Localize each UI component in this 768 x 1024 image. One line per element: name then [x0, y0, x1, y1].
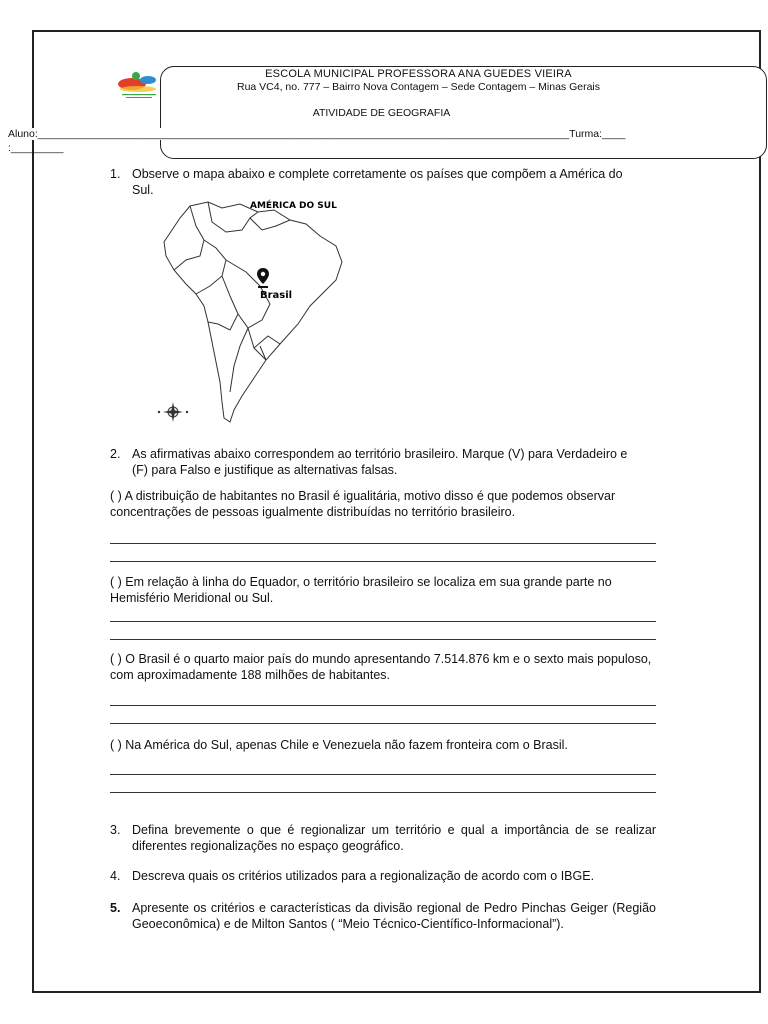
answer-line[interactable] — [110, 621, 656, 622]
school-address: Rua VC4, no. 777 – Bairro Nova Contagem – Sede Contagem – Minas Gerais — [236, 81, 601, 93]
south-america-map — [150, 196, 350, 432]
date-field[interactable]: :_________ — [8, 142, 64, 154]
compass-rose-icon — [158, 402, 188, 422]
question-number: 5. — [110, 901, 121, 915]
answer-line[interactable] — [110, 723, 656, 724]
question-text: Descreva quais os critérios utilizados para a regionalização de acordo com o IBGE. — [132, 869, 595, 883]
answer-line[interactable] — [110, 792, 656, 793]
student-name-field[interactable]: Aluno:___________________________________________________________________________________________Turma:____ — [8, 128, 626, 140]
activity-title: ATIVIDADE DE GEOGRAFIA — [312, 107, 451, 119]
answer-line[interactable] — [110, 774, 656, 775]
statement-3: ( ) O Brasil é o quarto maior país do mundo apresentando 7.514.876 km e o sexto mais populoso, com aproximadamente 188 milhões de habitantes. — [110, 652, 652, 682]
answer-line[interactable] — [110, 639, 656, 640]
question-number: 2. — [110, 447, 121, 461]
question-number: 1. — [110, 167, 121, 181]
question-1 — [110, 166, 630, 198]
school-logo — [108, 70, 168, 100]
question-text: As afirmativas abaixo correspondem ao território brasileiro. Marque (V) para Verdadeiro e (F) para Falso e justifique as alternativas falsas. — [132, 447, 628, 477]
question-text: Defina brevemente o que é regionalizar um território e qual a importância de se realizar diferentes regionalizações no espaço geográfico. — [132, 823, 656, 853]
question-4 — [110, 868, 656, 884]
question-5 — [110, 900, 656, 932]
question-3 — [110, 822, 656, 854]
statement-1: ( ) A distribuição de habitantes no Brasil é igualitária, motivo disso é que podemos observar concentrações de pessoas igualmente distribuídas no território brasileiro. — [110, 489, 616, 519]
statement-2: ( ) Em relação à linha do Equador, o território brasileiro se localiza em sua grande parte no Hemisfério Meridional ou Sul. — [110, 575, 612, 605]
map-title: AMÉRICA DO SUL — [250, 201, 337, 211]
map-brasil-label: Brasil — [260, 290, 293, 301]
question-text: Apresente os critérios e características da divisão regional de Pedro Pinchas Geiger (Região Geoeconômica) e de Milton Santos ( “Meio Técnico-Científico-Informacional”). — [132, 901, 656, 931]
map-outline — [150, 196, 350, 432]
question-text: Observe o mapa abaixo e complete corretamente os países que compõem a América do Sul. — [132, 167, 623, 197]
question-number: 4. — [110, 869, 121, 883]
school-name: ESCOLA MUNICIPAL PROFESSORA ANA GUEDES VIEIRA — [265, 68, 572, 80]
question-2 — [110, 446, 630, 478]
answer-line[interactable] — [110, 561, 656, 562]
statement-4: ( ) Na América do Sul, apenas Chile e Venezuela não fazem fronteira com o Brasil. — [110, 738, 568, 752]
answer-line[interactable] — [110, 705, 656, 706]
answer-line[interactable] — [110, 543, 656, 544]
question-number: 3. — [110, 823, 121, 837]
